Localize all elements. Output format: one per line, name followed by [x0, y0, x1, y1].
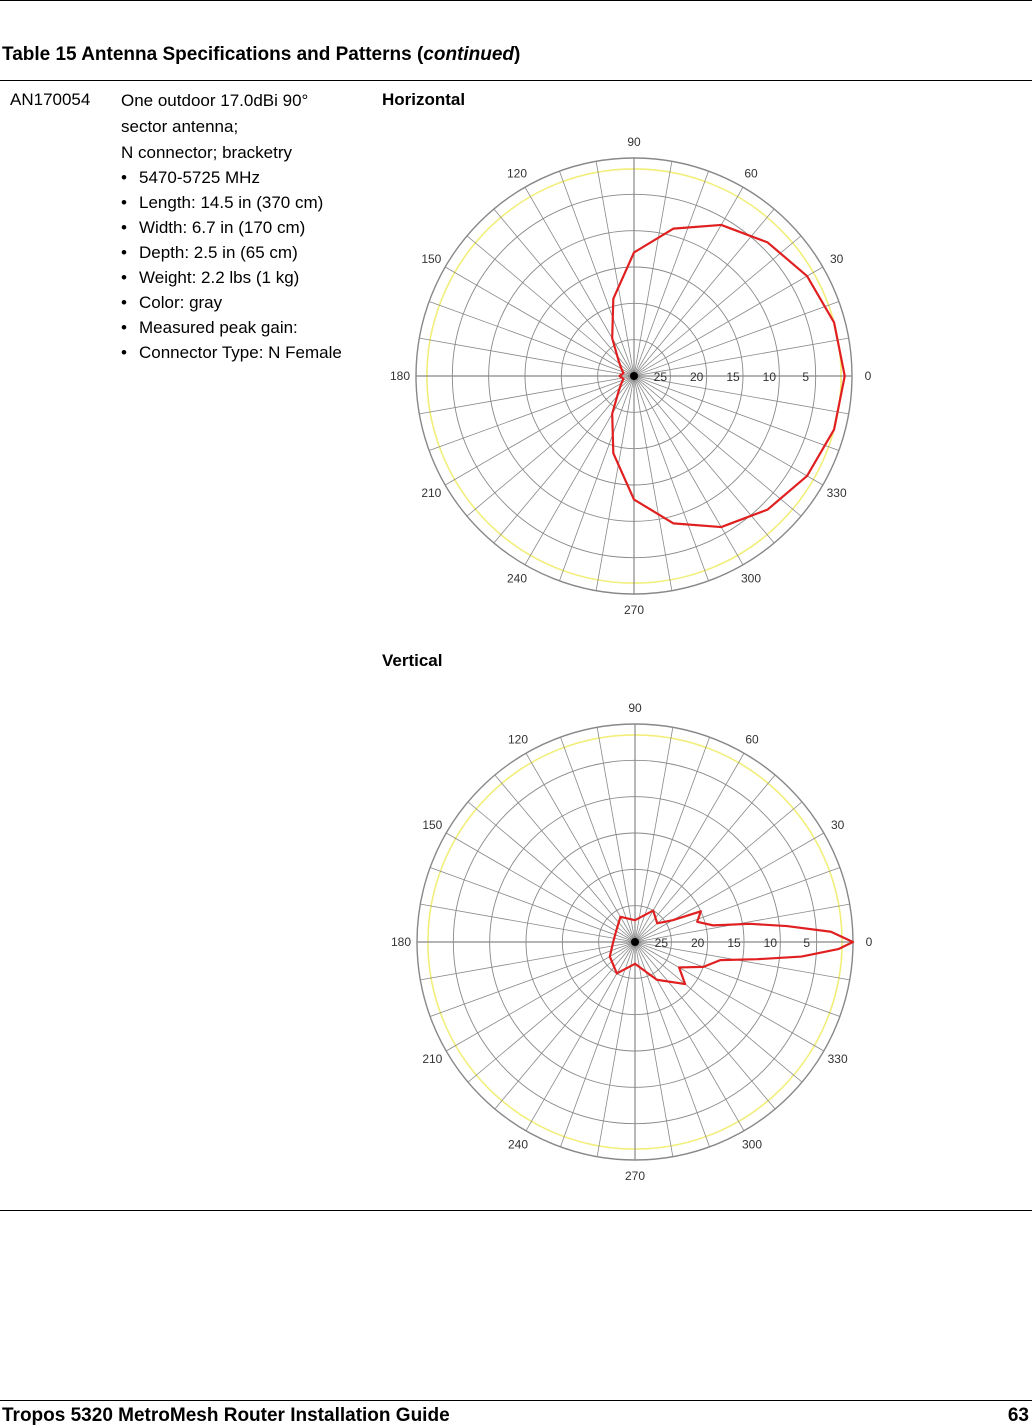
trace-point	[656, 979, 658, 981]
vertical-pattern-label: Vertical	[382, 651, 443, 670]
trace-point	[613, 298, 615, 300]
trace-point	[801, 956, 803, 958]
trace-point	[623, 378, 625, 380]
polar-spoke	[634, 376, 709, 581]
center-marker	[631, 938, 639, 946]
trace-point	[673, 523, 675, 525]
footer-title: Tropos 5320 MetroMesh Router Installation Guide	[2, 1405, 450, 1426]
trace-point	[618, 360, 620, 362]
bullet-icon: •	[121, 168, 127, 187]
trace-point	[838, 948, 840, 950]
angle-label: 60	[744, 166, 758, 181]
trace-point	[786, 925, 788, 927]
trace-point	[719, 959, 721, 961]
trace-point	[672, 919, 674, 921]
polar-spoke	[430, 942, 635, 1017]
top-rule	[0, 0, 1032, 1]
description-line: sector antenna;	[121, 117, 239, 136]
angle-label: 30	[829, 252, 844, 266]
trace-point	[612, 941, 614, 943]
angle-label: 90	[628, 701, 642, 715]
center-marker	[630, 372, 638, 380]
ring-label: 25	[654, 936, 669, 950]
trace-point	[702, 966, 704, 968]
ring-label: 20	[689, 370, 704, 384]
polar-spoke	[430, 867, 635, 942]
trace-point	[616, 973, 618, 975]
angle-label: 120	[507, 732, 529, 747]
trace-point	[696, 921, 698, 923]
trace-point	[720, 526, 722, 528]
angle-label: 90	[627, 135, 641, 149]
polar-spoke	[559, 376, 634, 581]
trace-point	[634, 919, 636, 921]
trace-point	[621, 368, 623, 370]
description-line: One outdoor 17.0dBi 90°	[121, 91, 309, 110]
spec-item: • Length: 14.5 in (370 cm)	[121, 190, 342, 215]
angle-label: 180	[389, 369, 411, 383]
bullet-icon: •	[121, 268, 127, 287]
trace-point	[749, 923, 751, 925]
vertical-pattern-chart	[380, 690, 890, 1190]
polar-spoke	[560, 737, 635, 942]
angle-label: 180	[390, 935, 412, 949]
description-line: N connector; bracketry	[121, 143, 293, 162]
angle-label: 150	[421, 252, 442, 266]
trace-point	[712, 925, 714, 927]
angle-label: 330	[827, 1052, 848, 1066]
angle-label: 240	[506, 571, 528, 586]
page-number: 63	[1007, 1405, 1029, 1426]
polar-spoke	[634, 301, 839, 376]
trace-point	[633, 252, 635, 254]
trace-point	[767, 509, 769, 511]
trace-point	[833, 322, 835, 324]
antenna-description	[121, 88, 371, 166]
bullet-icon: •	[121, 218, 127, 237]
spec-list	[121, 165, 342, 365]
polar-spoke	[634, 171, 709, 376]
trace-point	[844, 375, 846, 377]
polar-spoke	[635, 867, 840, 942]
ring-label: 15	[727, 936, 741, 950]
table-header-rule	[0, 80, 1032, 81]
bullet-icon: •	[121, 293, 127, 312]
angle-label: 30	[830, 818, 845, 832]
trace-point	[852, 941, 854, 943]
angle-label: 270	[623, 603, 645, 617]
trace-point	[652, 910, 654, 912]
trace-point	[757, 958, 759, 960]
angle-label: 270	[624, 1169, 646, 1183]
angle-label: 330	[826, 486, 847, 500]
trace-point	[620, 916, 622, 918]
angle-label: 150	[422, 818, 443, 832]
angle-label: 210	[421, 486, 442, 500]
bullet-icon: •	[121, 343, 127, 362]
trace-point	[720, 224, 722, 226]
angle-label: 60	[745, 732, 759, 747]
trace-point	[618, 391, 620, 393]
polar-spoke	[560, 942, 635, 1147]
polar-spoke	[635, 942, 840, 1017]
ring-label: 20	[690, 936, 705, 950]
spec-item: • 5470-5725 MHz	[121, 165, 342, 190]
footer-rule	[0, 1400, 1032, 1401]
bullet-icon: •	[121, 193, 127, 212]
ring-label: 5	[802, 370, 810, 384]
trace-point	[656, 923, 658, 925]
trace-point	[678, 967, 680, 969]
trace-point	[619, 375, 621, 377]
horizontal-pattern-label: Horizontal	[382, 90, 466, 109]
spec-item: • Measured peak gain:	[121, 315, 342, 340]
trace-point	[700, 910, 702, 912]
polar-spoke	[429, 301, 634, 376]
spec-item: • Width: 6.7 in (170 cm)	[121, 215, 342, 240]
polar-spoke	[559, 171, 634, 376]
angle-label: 0	[864, 369, 872, 383]
ring-label: 5	[803, 936, 811, 950]
trace-point	[684, 983, 686, 985]
ring-label: 10	[762, 370, 777, 384]
table-title: Table 15 Antenna Specifications and Patterns (continued)	[2, 44, 521, 65]
ring-label: 25	[653, 370, 668, 384]
table-bottom-rule	[0, 1210, 1032, 1211]
angle-label: 240	[507, 1137, 529, 1152]
polar-spoke	[634, 376, 839, 451]
bullet-icon: •	[121, 318, 127, 337]
trace-point	[611, 337, 613, 339]
trace-point	[613, 452, 615, 454]
horizontal-pattern-chart	[380, 128, 890, 618]
angle-label: 300	[741, 1137, 763, 1152]
ring-label: 15	[726, 370, 740, 384]
bullet-icon: •	[121, 243, 127, 262]
trace-point	[767, 242, 769, 244]
ring-label: 10	[763, 936, 778, 950]
trace-point	[830, 931, 832, 933]
spec-item: • Weight: 2.2 lbs (1 kg)	[121, 265, 342, 290]
angle-label: 120	[506, 166, 528, 181]
trace-point	[609, 956, 611, 958]
angle-label: 300	[740, 571, 762, 586]
trace-point	[615, 930, 617, 932]
trace-point	[833, 429, 835, 431]
angle-label: 210	[422, 1052, 443, 1066]
trace-point	[633, 499, 635, 501]
spec-item: • Color: gray	[121, 290, 342, 315]
trace-point	[623, 372, 625, 374]
trace-point	[611, 413, 613, 415]
polar-spoke	[429, 376, 634, 451]
trace-point	[621, 382, 623, 384]
trace-point	[806, 475, 808, 477]
trace-point	[634, 963, 636, 965]
trace-point	[806, 275, 808, 277]
spec-item: • Connector Type: N Female	[121, 340, 342, 365]
trace-point	[673, 228, 675, 230]
angle-label: 0	[865, 935, 873, 949]
spec-item: • Depth: 2.5 in (65 cm)	[121, 240, 342, 265]
part-number: AN170054	[10, 90, 91, 109]
